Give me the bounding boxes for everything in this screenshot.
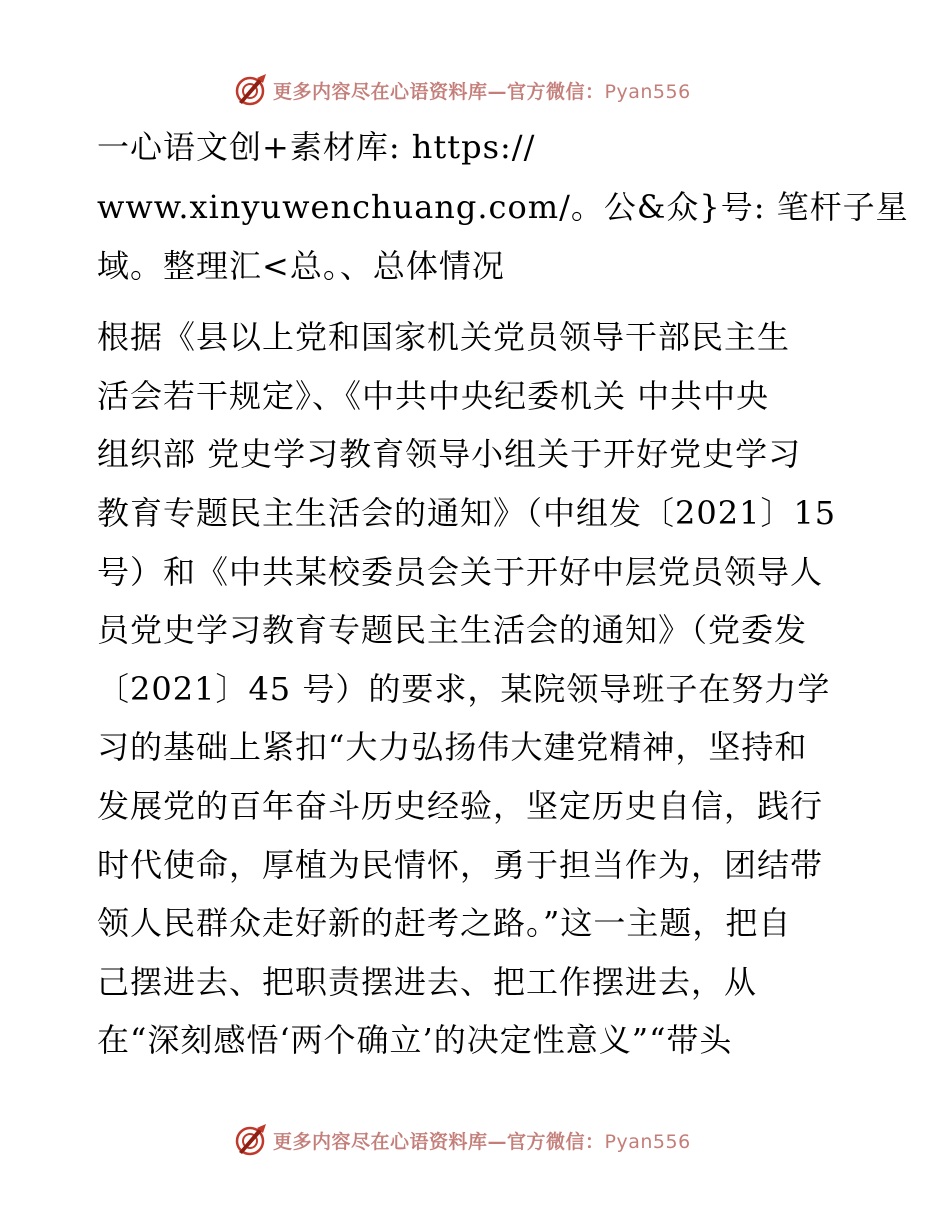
intro-line: www.xinyuwenchuang.com/。公&众}号: 笔杆子星 [97, 188, 909, 226]
body-line: 领人民群众走好新的赶考之路。”这一主题，把自 [97, 904, 792, 942]
body-line: 员党史学习教育专题民主生活会的通知》（党委发 [97, 611, 808, 649]
body-line: 在“深刻感悟‘两个确立’的决定性意义”“带头 [97, 1021, 733, 1059]
body-line: 号）和《中共某校委员会关于开好中层党员领导人 [97, 553, 824, 591]
intro-line: 一心语文创+素材库: https:// [97, 128, 536, 166]
body-line: 根据《县以上党和国家机关党员领导干部民主生 [97, 318, 791, 356]
body-line: 组织部 党史学习教育领导小组关于开好党史学习 [97, 435, 802, 473]
body-line: 活会若干规定》、《中共中央纪委机关 中共中央 [97, 377, 770, 415]
watermark-text: 更多内容尽在心语资料库—官方微信：Pyan556 [273, 1130, 691, 1153]
body-line: 己摆进去、把职责摆进去、把工作摆进去，从 [97, 963, 758, 1001]
quill-logo-icon [233, 1122, 269, 1158]
body-line: 习的基础上紧扣“大力弘扬伟大建党精神，坚持和 [97, 728, 808, 766]
body-line: 〔2021〕45 号）的要求，某院领导班子在努力学 [97, 670, 831, 708]
body-line: 教育专题民主生活会的通知》（中组发〔2021〕15 [97, 494, 837, 532]
intro-line: 域。整理汇<总。、总体情况 [97, 247, 505, 285]
header-watermark [233, 70, 691, 110]
quill-logo-icon [233, 72, 269, 108]
body-line: 发展党的百年奋斗历史经验，坚定历史自信，践行 [97, 787, 824, 825]
body-line: 时代使命，厚植为民情怀，勇于担当作为，团结带 [97, 846, 824, 884]
watermark-text: 更多内容尽在心语资料库—官方微信：Pyan556 [273, 80, 691, 103]
footer-watermark [233, 1120, 691, 1160]
